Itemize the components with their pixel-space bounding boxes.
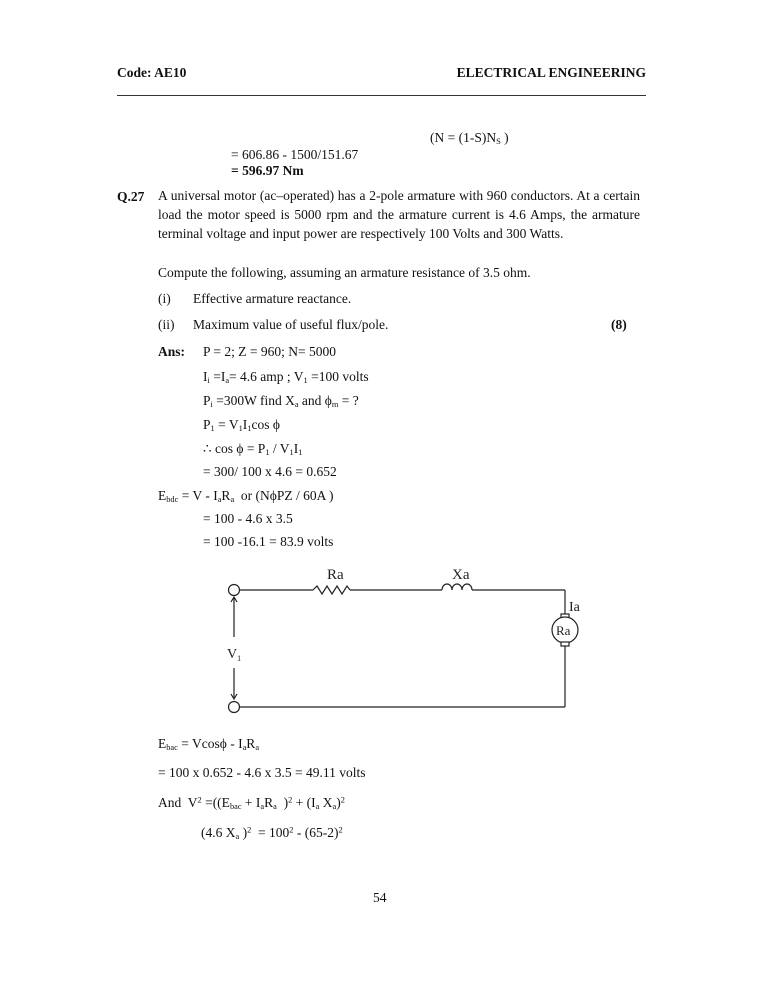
ebdc-line-2: = 100 - 4.6 x 3.5 [203, 511, 293, 526]
page-number: 54 [373, 890, 387, 905]
part-ii-text: Maximum value of useful flux/pole. [193, 317, 389, 332]
header-code: Code: AE10 [117, 65, 187, 80]
torque-result: = 596.97 Nm [231, 163, 304, 178]
answer-line-currents: $I_i =I_a= 4.6$ amp ; $V_1 =100$ volts [203, 369, 369, 386]
answer-label: Ans: [158, 344, 186, 359]
part-ii-number: (ii) [158, 317, 175, 332]
answer-line-power: $P_1 = V_1I_1\cos$ ϕ [203, 417, 280, 434]
marks: (8) [611, 317, 627, 332]
ebac-equation: $E_{bac} = Vcos\phi - I_aR_a$ [158, 736, 260, 753]
voltage-label: $V_1$ [227, 647, 242, 663]
voltage-equation: And $V^2 =((E_{bac} + I_aR_a$ )$^2 + (I_a$ $X_a)^2$ [158, 795, 345, 812]
question-instruction: Compute the following, assuming an armature resistance of 3.5 ohm. [158, 265, 531, 280]
top-terminal-icon [229, 585, 240, 596]
answer-line-find: $P_i =300W$ find $X_a$ and $\phi_m$ = ? [203, 393, 359, 410]
ebdc-equation: $E_{bdc} = V - I_aR_a$ or (NϕPZ / 60A ) [158, 488, 334, 505]
resistor-icon [313, 586, 350, 594]
torque-calc-line: = 606.86 - 1500/151.67 [231, 147, 359, 162]
answer-line-cos: ∴ $\cos \phi = P_1 / V_1I_1$ [203, 441, 303, 458]
part-i-text: Effective armature reactance. [193, 291, 352, 306]
ebdc-line-3: = 100 -16.1 = 83.9 volts [203, 534, 334, 549]
current-label: Ia [569, 600, 580, 615]
inductor-label: Xa [452, 567, 470, 583]
answer-given: P = 2; Z = 960; N= 5000 [203, 344, 336, 359]
header-subject: ELECTRICAL ENGINEERING [456, 65, 646, 80]
inductor-icon [442, 584, 472, 590]
question-text: A universal motor (ac–operated) has a 2-pole armature with 960 conductors. At a certain load the motor speed is 5000 rpm and the armature current is 4.6 Amps, the armature terminal voltage and input power are respectively 100 Volts and 300 Watts. [158, 188, 640, 241]
reactance-equation: (4.6 $X_a$ )$^2 = 100^2 - (65-2)^2$ [201, 825, 343, 842]
speed-relation: ($N = (1-S)N_S$ ) [430, 130, 509, 147]
answer-line-pf: = 300/ 100 x 4.6 = 0.652 [203, 464, 337, 479]
ebac-line-2: = 100 x 0.652 - 4.6 x 3.5 = 49.11 volts [158, 765, 366, 780]
part-i-number: (i) [158, 291, 171, 306]
motor-label: Ra [556, 623, 571, 638]
bottom-terminal-icon [229, 702, 240, 713]
resistor-label: Ra [327, 567, 344, 583]
question-number: Q.27 [117, 189, 145, 204]
